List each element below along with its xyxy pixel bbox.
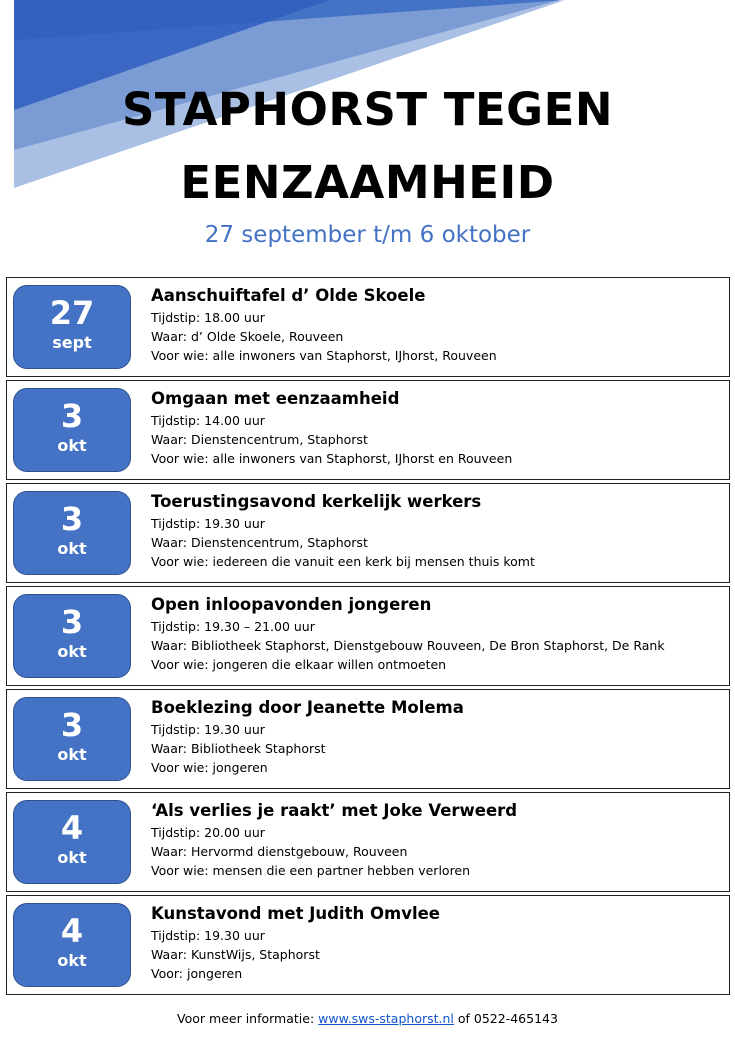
event-location: Waar: KunstWijs, Staphorst (151, 947, 320, 962)
footer-prefix: Voor meer informatie: (177, 1011, 319, 1026)
event-time: Tijdstip: 19.30 – 21.00 uur (151, 619, 315, 634)
event-time: Tijdstip: 19.30 uur (151, 516, 265, 531)
event-info (151, 799, 721, 880)
event-card (6, 483, 730, 583)
event-card (6, 792, 730, 892)
date-day: 3 (60, 500, 84, 538)
event-audience: Voor: jongeren (151, 966, 243, 981)
event-time: Tijdstip: 18.00 uur (151, 310, 265, 325)
event-location: Waar: Hervormd dienstgebouw, Rouveen (151, 844, 408, 859)
event-card (6, 277, 730, 377)
date-badge (13, 388, 131, 472)
event-time: Tijdstip: 19.30 uur (151, 928, 265, 943)
page-title-line2: EENZAAMHEID (180, 156, 555, 209)
event-time: Tijdstip: 14.00 uur (151, 413, 265, 428)
date-badge (13, 491, 131, 575)
event-card (6, 895, 730, 995)
date-month: okt (57, 436, 87, 455)
date-day: 4 (60, 809, 84, 847)
date-day: 3 (60, 706, 84, 744)
event-card (6, 380, 730, 480)
date-day: 27 (49, 294, 95, 332)
event-location: Waar: Bibliotheek Staphorst (151, 741, 326, 756)
footer-phone: of 0522-465143 (453, 1011, 558, 1026)
event-time: Tijdstip: 20.00 uur (151, 825, 265, 840)
date-month: okt (57, 539, 87, 558)
event-audience: Voor wie: jongeren (151, 760, 268, 775)
event-info (151, 387, 721, 468)
event-info (151, 696, 721, 777)
event-location: Waar: d’ Olde Skoele, Rouveen (151, 329, 344, 344)
event-info (151, 490, 721, 571)
event-location: Waar: Bibliotheek Staphorst, Dienstgebouw Rouveen, De Bron Staphorst, De Rank (151, 638, 665, 653)
date-month: okt (57, 642, 87, 661)
date-day: 4 (60, 912, 84, 950)
event-title: Kunstavond met Judith Omvlee (151, 904, 440, 923)
event-title: Aanschuiftafel d’ Olde Skoele (151, 286, 426, 305)
event-audience: Voor wie: alle inwoners van Staphorst, IJhorst, Rouveen (151, 348, 497, 363)
event-card (6, 586, 730, 686)
footer-contact (0, 1010, 735, 1028)
event-audience: Voor wie: mensen die een partner hebben verloren (151, 863, 471, 878)
event-info (151, 902, 721, 983)
date-month: sept (52, 333, 92, 352)
event-info (151, 284, 721, 365)
date-range-subtitle: 27 september t/m 6 oktober (204, 222, 531, 248)
event-audience: Voor wie: jongeren die elkaar willen ontmoeten (151, 657, 447, 672)
event-title: Open inloopavonden jongeren (151, 595, 432, 614)
date-badge (13, 800, 131, 884)
event-audience: Voor wie: iedereen die vanuit een kerk bij mensen thuis komt (151, 554, 535, 569)
website-link[interactable]: www.sws-staphorst.nl (318, 1011, 454, 1026)
event-title: Omgaan met eenzaamheid (151, 389, 400, 408)
event-title: ‘Als verlies je raakt’ met Joke Verweerd (151, 801, 518, 820)
date-month: okt (57, 745, 87, 764)
date-month: okt (57, 848, 87, 867)
date-day: 3 (60, 603, 84, 641)
date-badge (13, 594, 131, 678)
date-day: 3 (60, 397, 84, 435)
event-info (151, 593, 721, 674)
event-audience: Voor wie: alle inwoners van Staphorst, IJhorst en Rouveen (151, 451, 513, 466)
date-badge (13, 285, 131, 369)
page-title-line1: STAPHORST TEGEN (121, 83, 614, 136)
date-badge (13, 903, 131, 987)
event-location: Waar: Dienstencentrum, Staphorst (151, 535, 368, 550)
date-badge (13, 697, 131, 781)
event-title: Boeklezing door Jeanette Molema (151, 698, 464, 717)
event-title: Toerustingsavond kerkelijk werkers (151, 492, 482, 511)
event-card (6, 689, 730, 789)
date-month: okt (57, 951, 87, 970)
event-location: Waar: Dienstencentrum, Staphorst (151, 432, 368, 447)
event-time: Tijdstip: 19.30 uur (151, 722, 265, 737)
